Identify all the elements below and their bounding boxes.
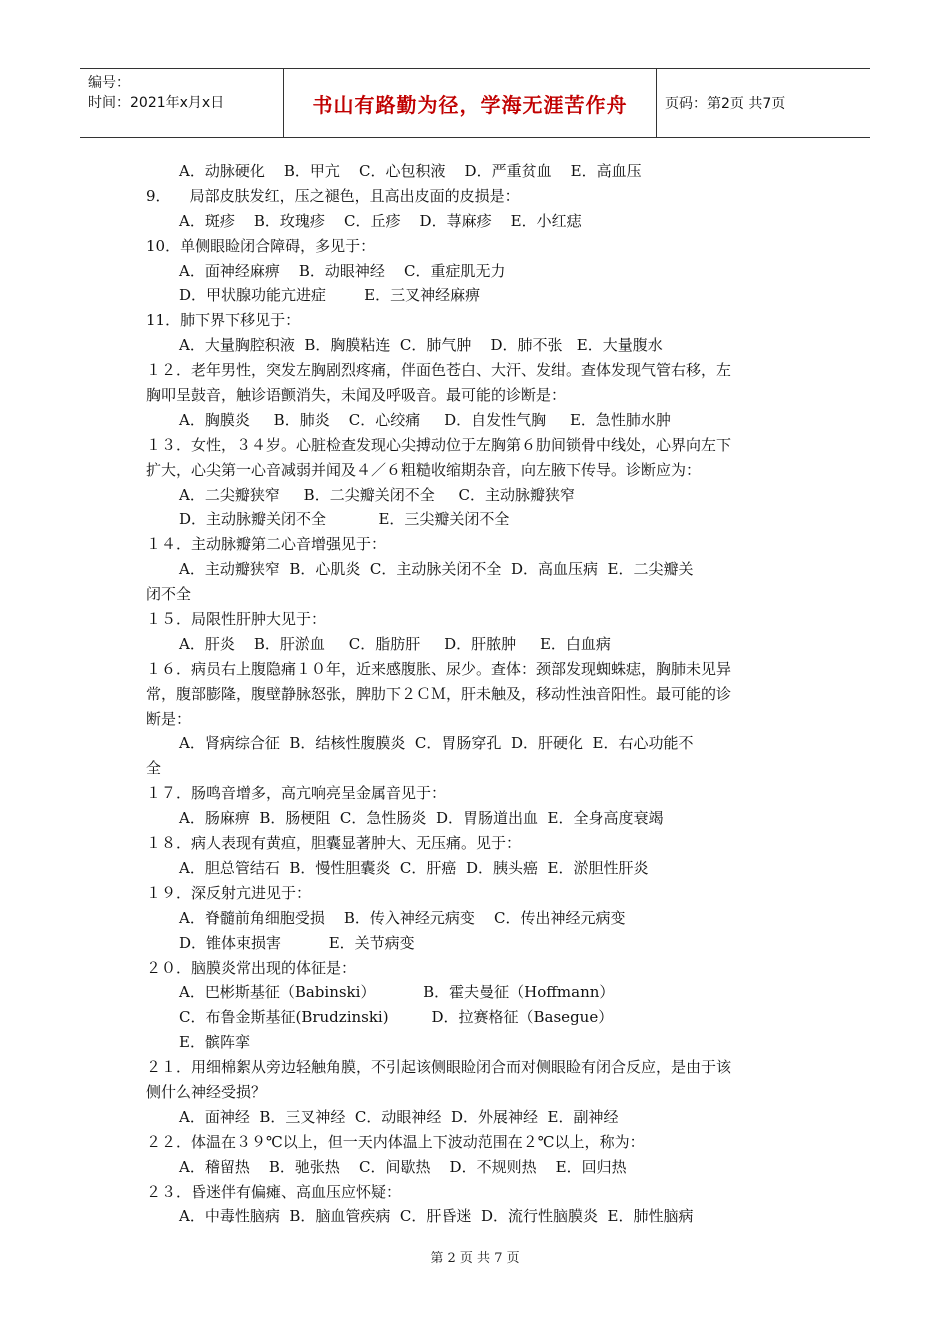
answer-options-line: D．主动脉瓣关闭不全 E．三尖瓣关闭不全 (179, 510, 510, 529)
answer-options-line: A．主动瓣狭窄 B．心肌炎 C．主动脉关闭不全 D．高血压病 E．二尖瓣关 (179, 560, 694, 579)
answer-options-line: E．髌阵挛 (179, 1033, 250, 1052)
header-motto: 书山有路勤为径，学海无涯苦作舟 (312, 92, 628, 117)
answer-options-line: A．动脉硬化 B．甲亢 C．心包积液 D．严重贫血 E．高血压 (179, 162, 642, 180)
question-line: 9． 局部皮肤发红，压之褪色，且高出皮面的皮损是： (146, 186, 520, 205)
question-line: １２．老年男性，突发左胸剧烈疼痛，伴面色苍白、大汗、发绀。查体发现气管右移，左 (146, 361, 732, 380)
answer-options-line: A．胆总管结石 B．慢性胆囊炎 C．肝癌 D．胰头癌 E．淤胆性肝炎 (179, 858, 649, 877)
answer-options-line: A．面神经 B．三叉神经 C．动眼神经 D．外展神经 E．副神经 (179, 1107, 619, 1126)
question-line: １９．深反射亢进见于： (146, 883, 312, 902)
answer-options-line: A．大量胸腔积液 B．胸膜粘连 C．肺气肿 D．肺不张 E．大量腹水 (179, 336, 663, 355)
question-line: １６．病员右上腹隐痛１０年，近来感腹胀、尿少。查体：颈部发现蜘蛛痣，胸肺未见异 (146, 659, 732, 678)
header-meta (80, 69, 283, 137)
question-line: 断是： (146, 709, 192, 728)
question-line: １３．女性，３４岁。心脏检查发现心尖搏动位于左胸第６肋间锁骨中线处，心界向左下 (146, 435, 732, 454)
page-header (80, 68, 870, 138)
question-line: １７．肠鸣音增多，高亢响亮呈金属音见于： (146, 784, 447, 803)
question-content (146, 159, 812, 1229)
answer-options-line: D．甲状腺功能亢进症 E．三叉神经麻痹 (179, 286, 481, 305)
question-line: ２１．用细棉絮从旁边轻触角膜，不引起该侧眼睑闭合而对侧眼睑有闭合反应，是由于该 (146, 1058, 732, 1077)
answer-options-line: A．中毒性脑病 B．脑血管疾病 C．肝昏迷 D．流行性脑膜炎 E．肺性脑病 (179, 1207, 694, 1226)
answer-options-line: A．肝炎 B．肝淤血 C．脂肪肝 D．肝脓肿 E．白血病 (179, 634, 611, 653)
question-line: １５．局限性肝肿大见于： (146, 610, 327, 629)
question-line: 侧什么神经受损？ (146, 1082, 267, 1101)
answer-options-line: A．肠麻痹 B．肠梗阻 C．急性肠炎 D．胃肠道出血 E．全身高度衰竭 (179, 809, 664, 828)
answer-options-line: A．稽留热 B．驰张热 C．间歇热 D．不规则热 E．回归热 (179, 1157, 627, 1176)
question-line: 胸叩呈鼓音，触诊语颤消失，未闻及呼吸音。最可能的诊断是： (146, 386, 567, 405)
question-line: 11．肺下界下移见于： (146, 311, 301, 330)
answer-options-line: A．脊髓前角细胞受损 B．传入神经元病变 C．传出神经元病变 (179, 908, 626, 927)
answer-options-line: A．胸膜炎 B．肺炎 C．心绞痛 D．自发性气胸 E．急性肺水肿 (179, 410, 671, 429)
question-line: １８．病人表现有黄疸，胆囊显著肿大、无压痛。见于： (146, 834, 522, 853)
answer-options-line: D．锥体束损害 E．关节病变 (179, 933, 415, 952)
question-line: 常，腹部膨隆，腹壁静脉怒张，脾肋下２ＣＭ，肝未触及，移动性浊音阳性。最可能的诊 (146, 684, 732, 703)
header-page-number: 页码：第2页 共7页 (665, 96, 786, 112)
answer-options-line: A．斑疹 B．玫瑰疹 C．丘疹 D．荨麻疹 E．小红痣 (179, 211, 582, 230)
question-line: 全 (146, 759, 162, 778)
document-number-label: 编号： (88, 75, 130, 91)
question-line: 10．单侧眼睑闭合障碍，多见于： (146, 236, 376, 255)
question-line: ２０．脑膜炎常出现的体征是： (146, 958, 357, 977)
question-line: 闭不全 (146, 585, 192, 604)
header-motto-cell (283, 69, 657, 137)
answer-options-line: C．布鲁金斯基征(Brudzinski) D．拉赛格征（Basegue） (179, 1008, 614, 1027)
answer-options-line: A．肾病综合征 B．结核性腹膜炎 C．胃肠穿孔 D．肝硬化 E．右心功能不 (179, 734, 694, 753)
question-line: １４．主动脉瓣第二心音增强见于： (146, 535, 387, 554)
question-line: ２３．昏迷伴有偏瘫、高血压应怀疑： (146, 1182, 402, 1201)
question-line: ２２．体温在３９℃以上，但一天内体温上下波动范围在２℃以上，称为： (146, 1132, 645, 1151)
answer-options-line: A．面神经麻痹 B．动眼神经 C．重症肌无力 (179, 261, 506, 280)
question-line: 扩大，心尖第一心音减弱并闻及４／６粗糙收缩期杂音，向左腋下传导。诊断应为： (146, 460, 702, 479)
answer-options-line: A．巴彬斯基征（Babinski） B．霍夫曼征（Hoffmann） (179, 983, 615, 1002)
page-footer: 第 2 页 共 7 页 (430, 1251, 520, 1266)
answer-options-line: A．二尖瓣狭窄 B．二尖瓣关闭不全 C．主动脉瓣狭窄 (179, 485, 576, 504)
document-date-label: 时间：2021年x月x日 (88, 95, 225, 111)
